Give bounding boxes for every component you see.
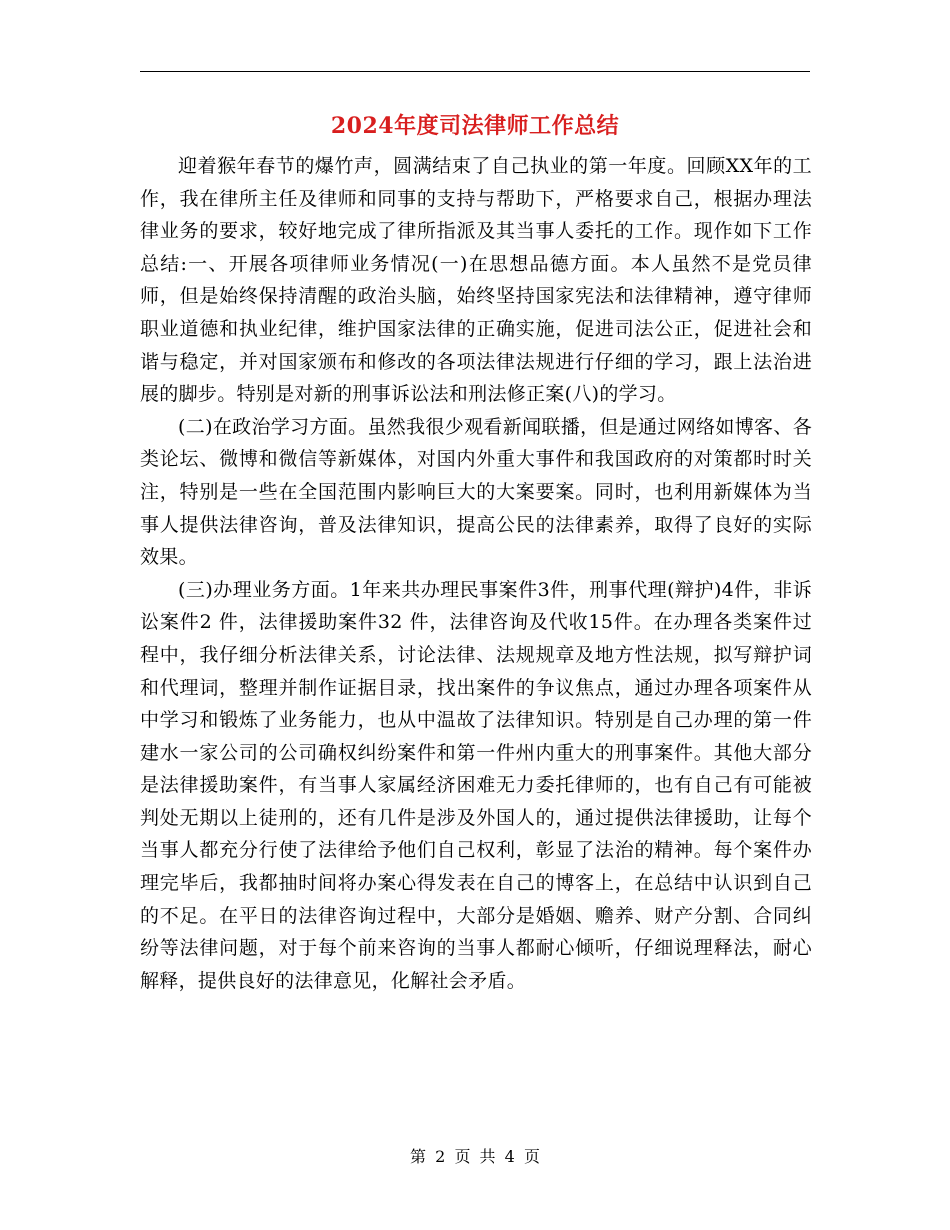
document-body: [140, 150, 812, 997]
footer-total-prefix: 共: [479, 1147, 496, 1166]
document-title: 2024年度司法律师工作总结: [330, 113, 620, 139]
footer-total-pages: 4: [504, 1147, 515, 1166]
paragraph-1: 迎着猴年春节的爆竹声，圆满结束了自己执业的第一年度。回顾XX年的工作，我在律所主任及律师和同事的支持与帮助下，严格要求自己，根据办理法律业务的要求，较好地完成了律所指派及其当事人委托的工作。现作如下工作总结:一、开展各项律师业务情况(一)在思想品德方面。本人虽然不是党员律师，但是始终保持清醒的政治头脑，始终坚持国家宪法和法律精神，遵守律师职业道德和执业纪律，维护国家法律的正确实施，促进司法公正，促进社会和谐与稳定，并对国家颁布和修改的各项法律法规进行仔细的学习，跟上法治进展的脚步。特别是对新的刑事诉讼法和刑法修正案(八)的学习。: [140, 155, 812, 406]
header-rule: [140, 71, 810, 72]
page-footer: [0, 1146, 950, 1168]
footer-page-suffix: 页: [523, 1147, 540, 1166]
footer-page-prefix: 第: [410, 1147, 427, 1166]
paragraph-2: (二)在政治学习方面。虽然我很少观看新闻联播，但是通过网络如博客、各类论坛、微博和微信等新媒体，对国内外重大事件和我国政府的对策都时时关注，特别是一些在全国范围内影响巨大的大案要案。同时，也利用新媒体为当事人提供法律咨询，普及法律知识，提高公民的法律素养，取得了良好的实际效果。: [140, 415, 812, 569]
paragraph-3: (三)办理业务方面。1年来共办理民事案件3件，刑事代理(辩护)4件，非诉讼案件2 件，法律援助案件32 件，法律咨询及代收15件。在办理各类案件过程中，我仔细分析法律关系，讨论法律、法规规章及地方性法规，拟写辩护词和代理词，整理并制作证据目录，找出案件的争议焦点，通过办理各项案件从中学习和锻炼了业务能力，也从中温故了法律知识。特别是自己办理的第一件建水一家公司的公司确权纠纷案件和第一件州内重大的刑事案件。其他大部分是法律援助案件，有当事人家属经济困难无力委托律师的，也有自己有可能被判处无期以上徒刑的，还有几件是涉及外国人的，通过提供法律援助，让每个当事人都充分行使了法律给予他们自己权利，彰显了法治的精神。每个案件办理完毕后，我都抽时间将办案心得发表在自己的博客上，在总结中认识到自己的不足。在平日的法律咨询过程中，大部分是婚姻、赡养、财产分割、合同纠纷等法律问题，对于每个前来咨询的当事人都耐心倾听，仔细说理释法，耐心解释，提供良好的法律意见，化解社会矛盾。: [140, 578, 812, 992]
footer-page-mid: 页: [454, 1147, 471, 1166]
footer-current-page: 2: [435, 1147, 446, 1166]
